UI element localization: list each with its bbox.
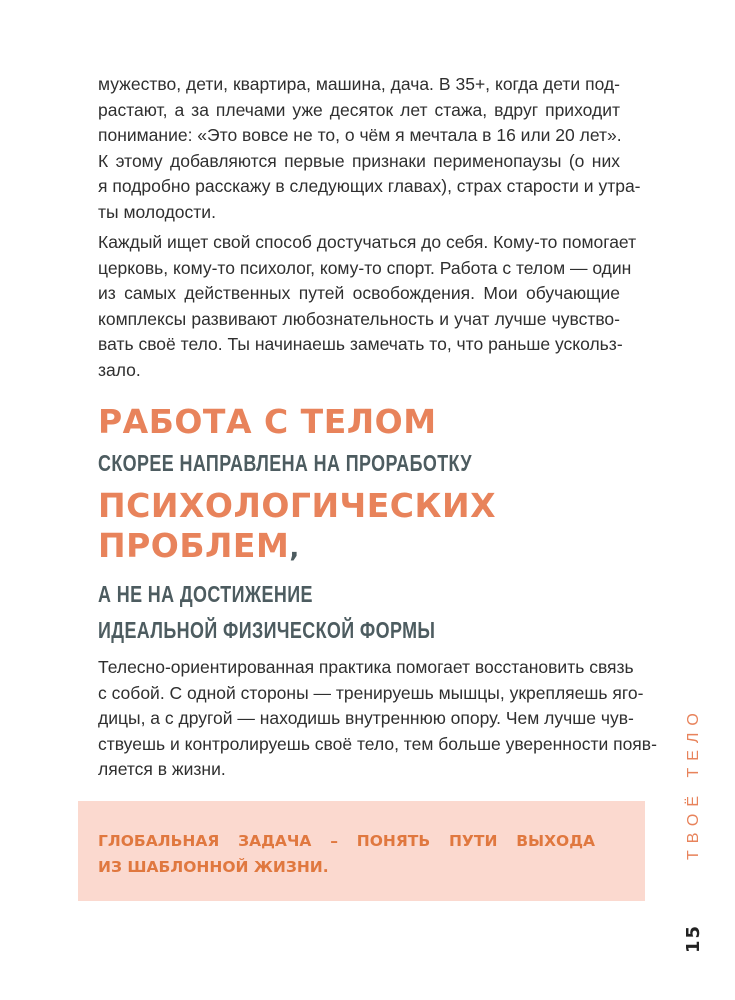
paragraph-line: вать своё тело. Ты начинаешь замечать то, что раньше ускольз-: [98, 334, 623, 354]
body-paragraph-2: [98, 230, 637, 383]
paragraph-line: из самых действенных путей освобождения. Мои обучающие: [98, 283, 620, 303]
paragraph-line: комплексы развивают любознательность и учат лучше чувство-: [98, 308, 620, 329]
paragraph-line: мужество, дети, квартира, машина, дача. В 35+, когда дети под-: [98, 74, 620, 94]
pull-quote-comma: ,: [289, 534, 300, 564]
body-paragraph-1: [98, 72, 641, 225]
paragraph-line: Каждый ищет свой способ достучаться до себя. Кому-то помогает: [98, 232, 637, 252]
pull-quote-line-4-text: ПРОБЛЕМ: [98, 526, 290, 565]
paragraph-line: ляется в жизни.: [98, 759, 226, 779]
pull-quote-line-6: ИДЕАЛЬНОЙ ФИЗИЧЕСКОЙ ФОРМЫ: [98, 617, 436, 643]
pull-quote-line-4: [98, 526, 618, 569]
callout-box: [78, 801, 645, 901]
pull-quote-line-3: ПСИХОЛОГИЧЕСКИХ: [98, 486, 497, 525]
pull-quote: [98, 402, 618, 647]
paragraph-line: растают, а за плечами уже десяток лет стажа, вдруг приходит: [98, 99, 620, 120]
pull-quote-line-5: А НЕ НА ДОСТИЖЕНИЕ: [98, 581, 313, 607]
body-paragraph-3: [98, 655, 657, 783]
paragraph-line: зало.: [98, 359, 141, 380]
paragraph-line: ствуешь и контролируешь своё тело, тем больше уверенности появ-: [98, 733, 657, 754]
page-number: 15: [683, 923, 704, 953]
callout-text: [98, 828, 595, 880]
paragraph-line: церковь, кому-то психолог, кому-то спорт. Работа с телом — один: [98, 257, 632, 278]
paragraph-line: дицы, а с другой — находишь внутреннюю опору. Чем лучше чув-: [98, 708, 634, 728]
paragraph-line: Телесно-ориентированная практика помогает восстановить связь: [98, 657, 634, 677]
paragraph-line: я подробно расскажу в следующих главах), страх старости и утра-: [98, 176, 641, 196]
callout-line: ИЗ ШАБЛОННОЙ ЖИЗНИ.: [98, 858, 329, 876]
pull-quote-line-1: РАБОТА С ТЕЛОМ: [98, 402, 437, 441]
paragraph-line: ты молодости.: [98, 201, 216, 222]
running-head: ТВОЁ ТЕЛО: [685, 706, 702, 860]
paragraph-line: К этому добавляются первые признаки перименопаузы (о них: [98, 150, 620, 171]
pull-quote-line-2: СКОРЕЕ НАПРАВЛЕНА НА ПРОРАБОТКУ: [98, 450, 472, 476]
callout-line: ГЛОБАЛЬНАЯ ЗАДАЧА – ПОНЯТЬ ПУТИ ВЫХОДА: [98, 832, 595, 850]
paragraph-line: понимание: «Это вовсе не то, о чём я мечтала в 16 или 20 лет».: [98, 125, 622, 145]
paragraph-line: с собой. С одной стороны — тренируешь мышцы, укрепляешь яго-: [98, 682, 644, 703]
